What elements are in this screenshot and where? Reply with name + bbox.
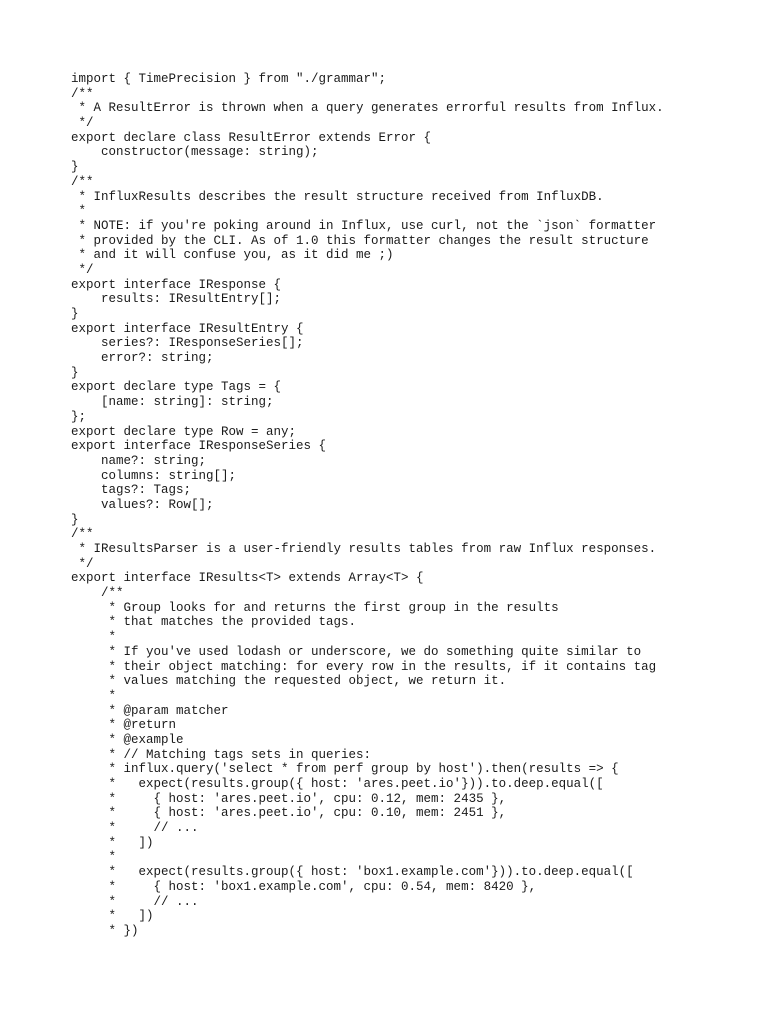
code-line: * }) (71, 923, 139, 938)
code-line: }; (71, 409, 87, 424)
code-line: export interface IResponseSeries { (71, 439, 327, 454)
code-line: * @example (71, 732, 184, 747)
code-line: constructor(message: string); (71, 145, 319, 160)
code-line: } (71, 365, 79, 380)
code-line: tags?: Tags; (71, 483, 192, 498)
code-line: * If you've used lodash or underscore, we do something quite similar to (71, 644, 642, 659)
code-line: * // ... (71, 894, 199, 909)
code-line: * A ResultError is thrown when a query generates errorful results from Influx. (71, 101, 664, 116)
code-line: * IResultsParser is a user-friendly results tables from raw Influx responses. (71, 542, 657, 556)
code-line: * expect(results.group({ host: 'ares.peet.io'})).to.deep.equal([ (71, 777, 604, 791)
code-line: * // ... (71, 821, 199, 836)
code-line: * { host: 'ares.peet.io', cpu: 0.10, mem: 2451 }, (71, 806, 507, 821)
code-line: * (71, 204, 87, 219)
code-line: } (71, 512, 79, 527)
code-line: error?: string; (71, 351, 214, 366)
code-line: * Group looks for and returns the first group in the results (71, 600, 559, 615)
code-line: * influx.query('select * from perf group by host').then(results => { (71, 762, 619, 777)
code-line: * values matching the requested object, we return it. (71, 674, 507, 689)
code-line: export interface IResultEntry { (71, 321, 304, 336)
code-line: * their object matching: for every row in the results, if it contains tag (71, 659, 657, 674)
code-line: * { host: 'ares.peet.io', cpu: 0.12, mem: 2435 }, (71, 791, 507, 806)
code-line: /** (71, 86, 94, 101)
code-listing (71, 72, 664, 939)
code-line: columns: string[]; (71, 468, 237, 483)
code-line: import { TimePrecision } from "./grammar"; (71, 72, 387, 86)
code-line: * ]) (71, 909, 154, 924)
code-line: */ (71, 262, 94, 277)
code-line: [name: string]: string; (71, 395, 274, 410)
code-line: series?: IResponseSeries[]; (71, 336, 304, 351)
code-line: export interface IResponse { (71, 277, 282, 292)
code-line: /** (71, 586, 124, 601)
code-line: * InfluxResults describes the result structure received from InfluxDB. (71, 189, 604, 204)
code-line: export declare type Tags = { (71, 380, 282, 395)
code-line: /** (71, 527, 94, 542)
code-line: * // Matching tags sets in queries: (71, 747, 372, 762)
code-line: name?: string; (71, 453, 207, 468)
code-line: * NOTE: if you're poking around in Influx, use curl, not the `json` formatter (71, 218, 657, 233)
code-line: results: IResultEntry[]; (71, 292, 282, 307)
code-line: /** (71, 174, 94, 189)
code-line: * @param matcher (71, 703, 229, 718)
code-line: export declare type Row = any; (71, 424, 297, 439)
code-line: * (71, 850, 117, 865)
code-line: * ]) (71, 835, 154, 850)
code-line: * (71, 630, 117, 645)
code-line: } (71, 160, 79, 175)
code-line: * (71, 688, 117, 703)
code-line: } (71, 307, 79, 321)
code-line: */ (71, 116, 94, 131)
code-line: */ (71, 556, 94, 571)
code-line: * expect(results.group({ host: 'box1.example.com'})).to.deep.equal([ (71, 865, 634, 880)
code-line: * provided by the CLI. As of 1.0 this formatter changes the result structure (71, 233, 649, 248)
code-line: * that matches the provided tags. (71, 615, 357, 630)
code-line: export interface IResults<T> extends Array<T> { (71, 571, 424, 586)
code-line: * { host: 'box1.example.com', cpu: 0.54, mem: 8420 }, (71, 879, 537, 894)
code-line: * and it will confuse you, as it did me ;) (71, 248, 394, 263)
code-line: values?: Row[]; (71, 497, 214, 512)
code-line: export declare class ResultError extends Error { (71, 130, 432, 145)
code-line: * @return (71, 718, 177, 733)
